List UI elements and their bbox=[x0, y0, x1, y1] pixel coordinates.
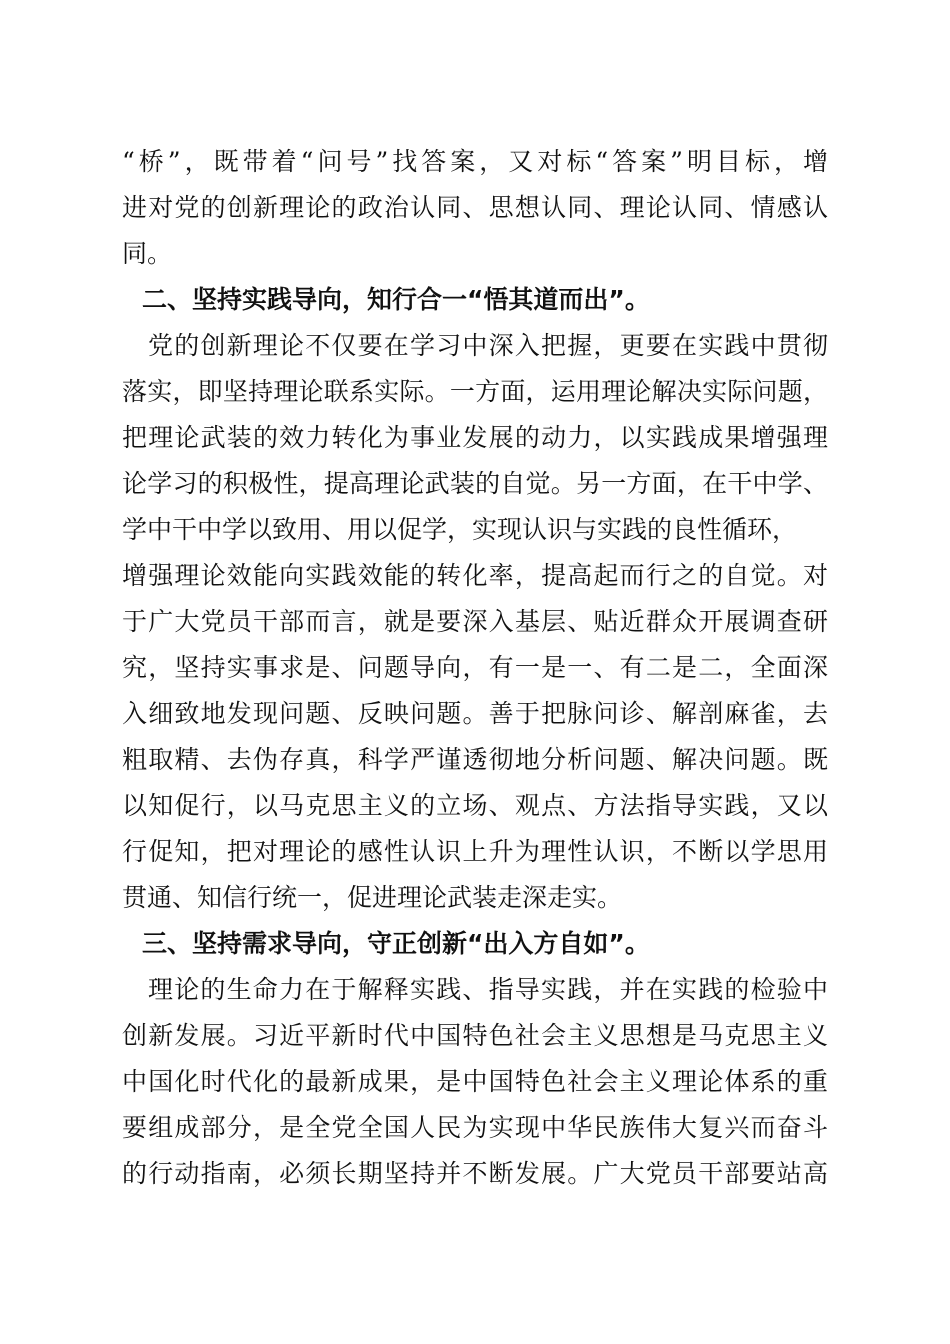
section-heading-3: 三、坚持需求导向，守正创新“出入方自如”。 bbox=[142, 929, 650, 958]
text-line: 要组成部分，是全党全国人民为实现中华民族伟大复兴而奋斗 bbox=[122, 1113, 828, 1142]
text-line: 进对党的创新理论的政治认同、思想认同、理论认同、情感认 bbox=[122, 193, 828, 222]
text-line: 贯通、知信行统一，促进理论武装走深走实。 bbox=[122, 883, 623, 912]
text-line: 论学习的积极性，提高理论武装的自觉。另一方面，在干中学、 bbox=[122, 469, 828, 498]
text-line: “桥”，既带着“问号”找答案，又对标“答案”明目标，增 bbox=[122, 147, 828, 176]
text-line: 落实，即坚持理论联系实际。一方面，运用理论解决实际问题， bbox=[122, 377, 828, 406]
paragraph-continuation bbox=[122, 139, 828, 277]
document-page bbox=[122, 139, 828, 1197]
text-line: 同。 bbox=[122, 239, 173, 268]
text-line: 理论的生命力在于解释实践、指导实践，并在实践的检验中 bbox=[148, 975, 828, 1004]
paragraph-practice bbox=[122, 323, 828, 921]
text-line: 党的创新理论不仅要在学习中深入把握，更要在实践中贯彻 bbox=[148, 331, 828, 360]
text-line: 入细致地发现问题、反映问题。善于把脉问诊、解剖麻雀，去 bbox=[122, 699, 828, 728]
text-line: 的行动指南，必须长期坚持并不断发展。广大党员干部要站高 bbox=[122, 1159, 828, 1188]
text-line: 于广大党员干部而言，就是要深入基层、贴近群众开展调查研 bbox=[122, 607, 828, 636]
text-line: 中国化时代化的最新成果，是中国特色社会主义理论体系的重 bbox=[122, 1067, 828, 1096]
text-line: 行促知，把对理论的感性认识上升为理性认识，不断以学思用 bbox=[122, 837, 828, 866]
text-line: 粗取精、去伪存真，科学严谨透彻地分析问题、解决问题。既 bbox=[122, 745, 828, 774]
text-line: 创新发展。习近平新时代中国特色社会主义思想是马克思主义 bbox=[122, 1021, 828, 1050]
text-line: 究，坚持实事求是、问题导向，有一是一、有二是二，全面深 bbox=[122, 653, 828, 682]
paragraph-demand bbox=[122, 967, 828, 1197]
section-heading-2: 二、坚持实践导向，知行合一“悟其道而出”。 bbox=[142, 285, 650, 314]
text-line: 把理论武装的效力转化为事业发展的动力，以实践成果增强理 bbox=[122, 423, 828, 452]
text-line: 增强理论效能向实践效能的转化率，提高起而行之的自觉。对 bbox=[122, 561, 828, 590]
text-line: 学中干中学以致用、用以促学，实现认识与实践的良性循环， bbox=[122, 515, 798, 544]
text-line: 以知促行，以马克思主义的立场、观点、方法指导实践，又以 bbox=[122, 791, 828, 820]
